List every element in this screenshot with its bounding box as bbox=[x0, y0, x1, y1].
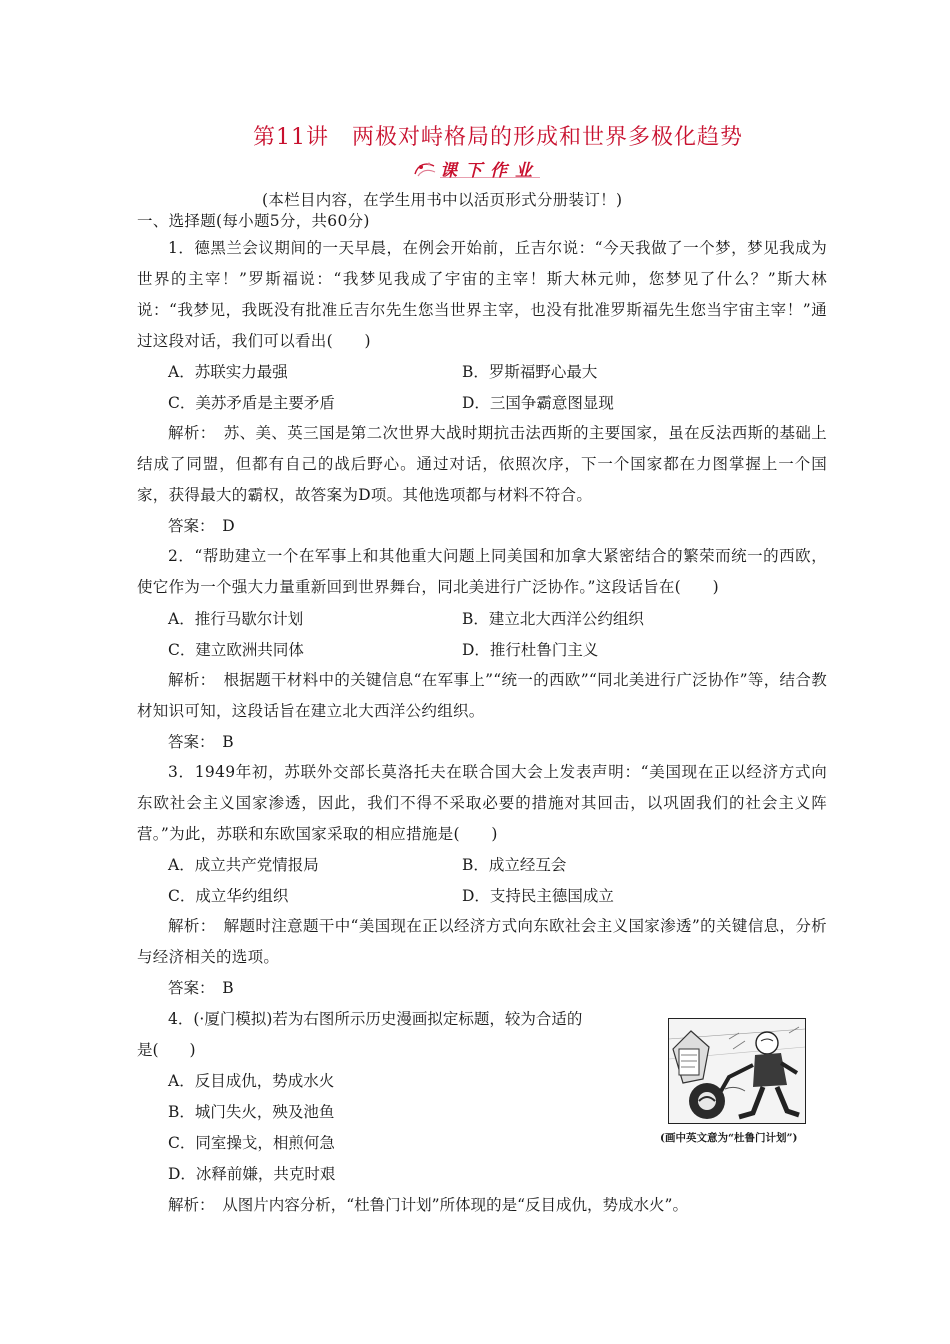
question-3-option-b: B．成立经互会 bbox=[462, 856, 567, 874]
flourish-icon bbox=[412, 156, 438, 180]
question-1-option-d: D．三国争霸意图显现 bbox=[462, 394, 614, 412]
question-4-option-c: C．同室操戈，相煎何急 bbox=[168, 1134, 335, 1152]
question-3-option-c: C．成立华约组织 bbox=[168, 887, 289, 905]
question-4-analysis: 解析： 从图片内容分析，“杜鲁门计划”所体现的是“反目成仇，势成水火”。 bbox=[168, 1196, 688, 1214]
question-4-option-b: B．城门失火，殃及池鱼 bbox=[168, 1103, 335, 1121]
question-4-stem-line-2: 是( ) bbox=[137, 1041, 196, 1059]
question-2-option-b: B．建立北大西洋公约组织 bbox=[462, 610, 644, 628]
question-2-stem: 2．“帮助建立一个在军事上和其他重大问题上同美国和加拿大紧密结合的繁荣而统一的西欧，使它作为一个强大力量重新回到世界舞台，同北美进行广泛协作。”这段话旨在( ) bbox=[137, 547, 827, 596]
homework-badge bbox=[412, 154, 540, 182]
question-1-option-c: C．美苏矛盾是主要矛盾 bbox=[168, 394, 335, 412]
history-cartoon-image bbox=[668, 1018, 806, 1124]
question-2-option-d: D．推行杜鲁门主义 bbox=[462, 641, 599, 659]
question-3-analysis: 解析： 解题时注意题干中“美国现在正以经济方式向东欧社会主义国家渗透”的关键信息，分析与经济相关的选项。 bbox=[137, 917, 827, 966]
question-4-option-a: A．反目成仇，势成水火 bbox=[168, 1072, 335, 1090]
question-1-option-a: A．苏联实力最强 bbox=[168, 363, 288, 381]
question-3-stem: 3．1949年初，苏联外交部长莫洛托夫在联合国大会上发表声明：“美国现在正以经济方式向东欧社会主义国家渗透，因此，我们不得不采取必要的措施对其回击，以巩固我们的社会主义阵营。”为此，苏联和东欧国家采取的相应措施是( ) bbox=[137, 763, 827, 843]
page-title: 第11讲 两极对峙格局的形成和世界多极化趋势 bbox=[253, 125, 743, 150]
question-3-option-d: D．支持民主德国成立 bbox=[462, 887, 614, 905]
question-2-option-a: A．推行马歇尔计划 bbox=[168, 610, 304, 628]
question-3-option-a: A．成立共产党情报局 bbox=[168, 856, 319, 874]
question-1-analysis: 解析： 苏、美、英三国是第二次世界大战时期抗击法西斯的主要国家，虽在反法西斯的基础上结成了同盟，但都有自己的战后野心。通过对话，依照次序，下一个国家都在力图掌握上一个国家，获得最大的霸权，故答案为D项。其他选项都与材料不符合。 bbox=[137, 424, 827, 504]
cartoon-drawing bbox=[669, 1019, 805, 1123]
question-4-option-d: D．冰释前嫌，共克时艰 bbox=[168, 1165, 336, 1183]
badge-label: 课下作业 bbox=[440, 160, 540, 181]
question-1-stem: 1．德黑兰会议期间的一天早晨，在例会开始前，丘吉尔说：“今天我做了一个梦，梦见我成为世界的主宰！”罗斯福说：“我梦见我成了宇宙的主宰！斯大林元帅，您梦见了什么？”斯大林说：“我梦见，我既没有批准丘吉尔先生您当世界主宰，也没有批准罗斯福先生您当宇宙主宰！”通过这段对话，我们可以看出( ) bbox=[137, 239, 827, 350]
question-1-answer: 答案： D bbox=[168, 517, 235, 535]
cartoon-caption: (画中英文意为“杜鲁门计划”) bbox=[660, 1132, 798, 1144]
question-2-option-c: C．建立欧洲共同体 bbox=[168, 641, 304, 659]
question-2-analysis: 解析： 根据题干材料中的关键信息“在军事上”“统一的西欧”“同北美进行广泛协作”等，结合教材知识可知，这段话旨在建立北大西洋公约组织。 bbox=[137, 671, 827, 720]
question-4-stem-line-1: 4．(·厦门模拟)若为右图所示历史漫画拟定标题，较为合适的 bbox=[168, 1010, 583, 1028]
question-2-answer: 答案： B bbox=[168, 733, 234, 751]
question-3-answer: 答案： B bbox=[168, 979, 234, 997]
section-heading: 一、选择题(每小题5分，共60分) bbox=[137, 212, 370, 230]
question-1-option-b: B．罗斯福野心最大 bbox=[462, 363, 598, 381]
binding-note: (本栏目内容，在学生用书中以活页形式分册装订！) bbox=[262, 191, 623, 209]
